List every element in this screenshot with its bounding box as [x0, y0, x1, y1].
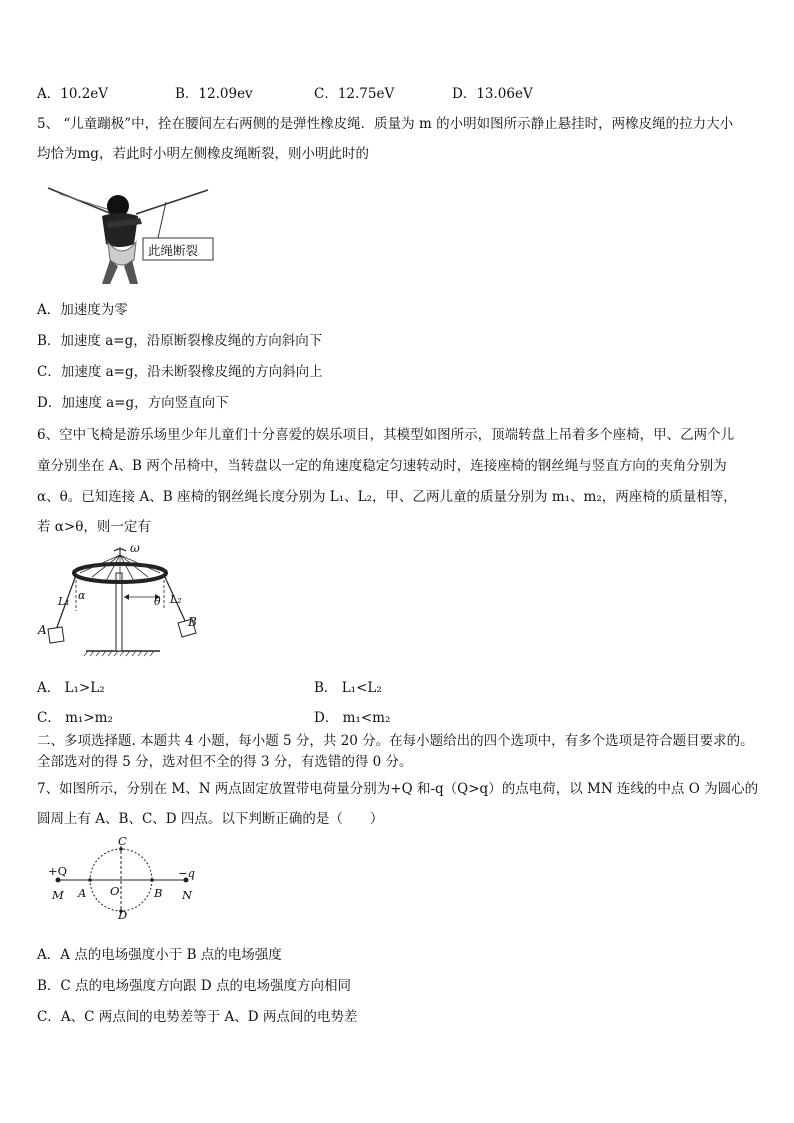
q7-fig-D: D — [118, 908, 128, 922]
q6-stem-line1: 6、空中飞椅是游乐场里少年儿童们十分喜爱的娱乐项目，其模型如图所示，顶端转盘上吊着多个座椅，甲、乙两个儿 — [37, 427, 735, 443]
q6-fig-alpha: α — [78, 589, 86, 602]
q6-fig-B: B — [188, 615, 197, 629]
q7-option-a: A．A 点的电场强度小于 B 点的电场强度 — [37, 947, 282, 963]
q7-fig-A: A — [78, 886, 87, 900]
q6-option-b: B． L₁<L₂ — [314, 680, 382, 696]
section2-instructions-line2: 全部选对的得 5 分，选对但不全的得 3 分，有选错的得 0 分。 — [37, 754, 413, 770]
section2-instructions-line1: 二、多项选择题. 本题共 4 小题，每小题 5 分，共 20 分。在每小题给出的四个选项中，有多个选项是符合题目要求的。 — [37, 733, 754, 749]
q7-fig-N: N — [182, 888, 193, 902]
q6-stem-line2: 童分别坐在 A、B 两个吊椅中，当转盘以一定的角速度稳定匀速转动时，连接座椅的钢丝绳与竖直方向的夹角分别为 — [37, 458, 727, 474]
q6-stem-line3: α、θ。已知连接 A、B 座椅的钢丝绳长度分别为 L₁、L₂，甲、乙两儿童的质量分别为 m₁、m₂，两座椅的质量相等， — [37, 489, 737, 505]
q7-option-b: B．C 点的电场强度方向跟 D 点的电场强度方向相同 — [37, 978, 351, 994]
q4-option-d: D．13.06eV — [452, 86, 533, 102]
q7-fig-B: B — [154, 886, 163, 900]
q7-fig-M: M — [52, 888, 64, 902]
q6-fig-omega: ω — [130, 541, 140, 555]
q5-figure-bungee — [40, 180, 220, 290]
q4-option-c: C．12.75eV — [314, 86, 395, 102]
q6-fig-L1: L₁ — [58, 595, 70, 608]
q6-option-c: C． m₁>m₂ — [37, 710, 113, 726]
q7-fig-plusQ: +Q — [48, 864, 68, 878]
q6-fig-A: A — [38, 623, 47, 637]
q7-figure-charges — [44, 834, 204, 920]
q5-option-b: B．加速度 a=g，沿原断裂橡皮绳的方向斜向下 — [37, 333, 323, 349]
q6-fig-L2: L₂ — [170, 593, 182, 606]
q7-fig-C: C — [118, 834, 127, 848]
q6-fig-theta: θ — [154, 595, 161, 608]
q5-option-c: C．加速度 a=g，沿未断裂橡皮绳的方向斜向上 — [37, 364, 323, 380]
q7-stem-line1: 7、如图所示，分别在 M、N 两点固定放置带电荷量分别为+Q 和-q（Q>q）的点电荷，以 MN 连线的中点 O 为圆心的 — [37, 781, 759, 797]
q5-option-a: A．加速度为零 — [37, 302, 128, 318]
q5-stem-line1: 5、 “儿童蹦极”中，拴在腰间左右两侧的是弹性橡皮绳．质量为 m 的小明如图所示静止悬挂时，两橡皮绳的拉力大小 — [37, 116, 734, 132]
q6-option-d: D． m₁<m₂ — [314, 710, 391, 726]
q4-option-a: A．10.2eV — [37, 86, 109, 102]
q6-stem-line4: 若 α>θ，则一定有 — [37, 519, 151, 535]
q7-option-c: C．A、C 两点间的电势差等于 A、D 两点间的电势差 — [37, 1009, 358, 1025]
q6-option-a: A． L₁>L₂ — [37, 680, 105, 696]
q5-figure-label: 此绳断裂 — [148, 243, 199, 258]
q7-fig-minusq: −q — [178, 866, 195, 880]
q5-stem-line2: 均恰为mg，若此时小明左侧橡皮绳断裂，则小明此时的 — [37, 146, 369, 162]
q7-fig-O: O — [110, 884, 120, 898]
q6-figure-flying-chairs — [36, 541, 206, 660]
q7-stem-line2: 圆周上有 A、B、C、D 四点。以下判断正确的是（ ） — [37, 811, 384, 827]
q5-option-d: D．加速度 a=g，方向竖直向下 — [37, 395, 229, 411]
q4-option-b: B．12.09ev — [175, 86, 253, 102]
